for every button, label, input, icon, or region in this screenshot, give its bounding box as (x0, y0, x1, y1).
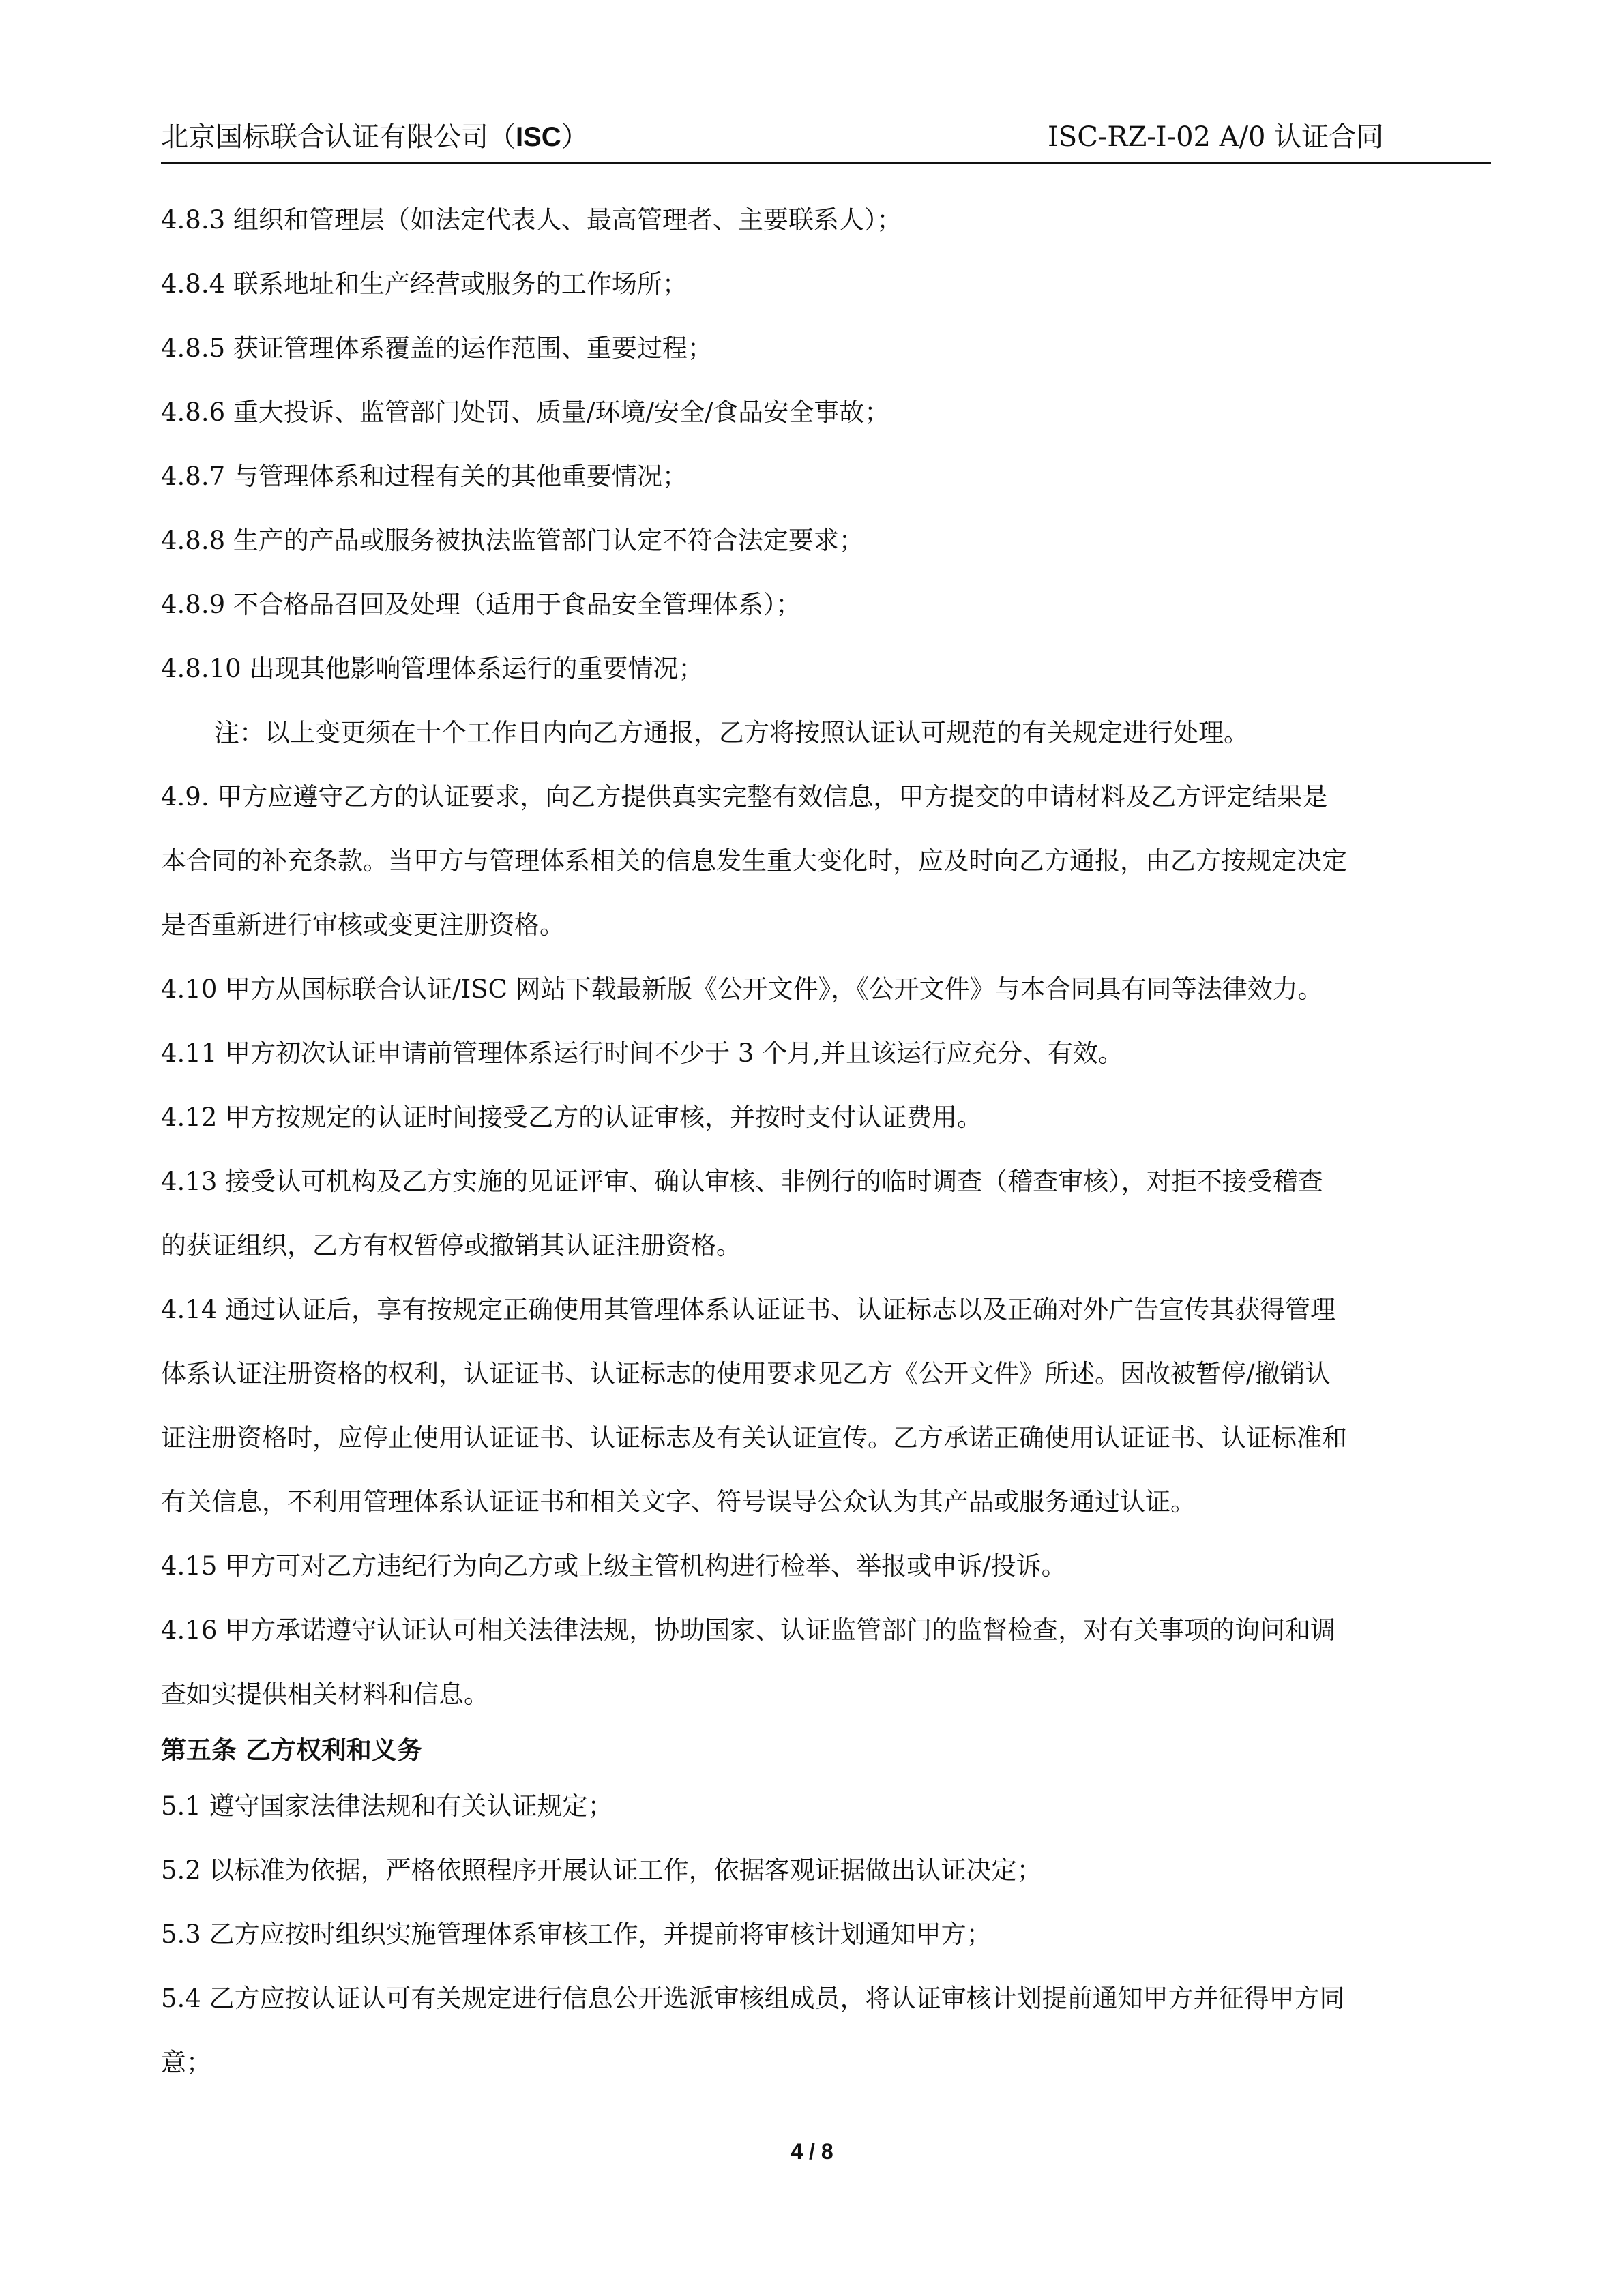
clause-4-15: 4.15 甲方可对乙方违纪行为向乙方或上级主管机构进行检举、举报或申诉/投诉。 (161, 1551, 1067, 1581)
clause-4-8-7: 4.8.7 与管理体系和过程有关的其他重要情况； (161, 462, 688, 491)
clause-4-8-3: 4.8.3 组织和管理层（如法定代表人、最高管理者、主要联系人）； (161, 205, 902, 235)
clause-4-16-line-1: 4.16 甲方承诺遵守认证认可相关法律法规，协助国家、认证监管部门的监督检查，对有关事项的询问和调 (161, 1615, 1336, 1645)
clause-4-8-5: 4.8.5 获证管理体系覆盖的运作范围、重要过程； (161, 333, 713, 363)
clause-4-14-line-3: 证注册资格时，应停止使用认证证书、认证标志及有关认证宣传。乙方承诺正确使用认证证书、认证标准和 (161, 1423, 1347, 1452)
change-notice-note: 注：以上变更须在十个工作日内向乙方通报，乙方将按照认证认可规范的有关规定进行处理。 (214, 718, 1249, 747)
clause-5-3: 5.3 乙方应按时组织实施管理体系审核工作，并提前将审核计划通知甲方； (161, 1920, 992, 1949)
company-brand: ISC (516, 122, 561, 152)
clause-4-9-line-2: 本合同的补充条款。当甲方与管理体系相关的信息发生重大变化时，应及时向乙方通报，由乙方按规定决定 (161, 846, 1347, 876)
clause-4-8-6: 4.8.6 重大投诉、监管部门处罚、质量/环境/安全/食品安全事故； (161, 398, 890, 427)
clause-5-1: 5.1 遵守国家法律法规和有关认证规定； (161, 1791, 613, 1821)
company-name-prefix: 北京国标联合认证有限公司（ (161, 121, 516, 153)
clause-4-11: 4.11 甲方初次认证申请前管理体系运行时间不少于 3 个月,并且该运行应充分、有效。 (161, 1039, 1123, 1068)
clause-4-14-line-4: 有关信息，不利用管理体系认证证书和相关文字、符号误导公众认为其产品或服务通过认证。 (161, 1487, 1196, 1517)
clause-4-8-8: 4.8.8 生产的产品或服务被执法监管部门认定不符合法定要求； (161, 526, 864, 555)
clause-4-14-line-2: 体系认证注册资格的权利，认证证书、认证标志的使用要求见乙方《公开文件》所述。因故被暂停/撤销认 (161, 1359, 1331, 1388)
company-name-suffix: ） (561, 121, 589, 153)
clause-5-4-line-2: 意； (161, 2048, 211, 2077)
clause-4-8-10: 4.8.10 出现其他影响管理体系运行的重要情况； (161, 654, 704, 683)
clause-5-2: 5.2 以标准为依据，严格依照程序开展认证工作，依据客观证据做出认证决定； (161, 1855, 1042, 1885)
document-code: ISC-RZ-I-02 A/0 认证合同 (1048, 121, 1384, 153)
clause-4-8-9: 4.8.9 不合格品召回及处理（适用于食品安全管理体系）； (161, 590, 801, 619)
section-5-heading: 第五条 乙方权利和义务 (161, 1735, 422, 1765)
clause-4-9-line-3: 是否重新进行审核或变更注册资格。 (161, 910, 565, 940)
clause-4-16-line-2: 查如实提供相关材料和信息。 (161, 1680, 489, 1709)
document-body (161, 188, 1491, 2095)
company-name (161, 113, 589, 161)
clause-4-10: 4.10 甲方从国标联合认证/ISC 网站下载最新版《公开文件》，《公开文件》与本合同具有同等法律效力。 (161, 974, 1323, 1004)
clause-4-12: 4.12 甲方按规定的认证时间接受乙方的认证审核，并按时支付认证费用。 (161, 1103, 983, 1132)
clause-4-9-line-1: 4.9. 甲方应遵守乙方的认证要求，向乙方提供真实完整有效信息，甲方提交的申请材料及乙方评定结果是 (161, 782, 1328, 811)
clause-4-14-line-1: 4.14 通过认证后，享有按规定正确使用其管理体系认证证书、认证标志以及正确对外广告宣传其获得管理 (161, 1295, 1336, 1324)
clause-4-13-line-1: 4.13 接受认可机构及乙方实施的见证评审、确认审核、非例行的临时调查（稽查审核），对拒不接受稽查 (161, 1167, 1323, 1196)
clause-4-13-line-2: 的获证组织，乙方有权暂停或撤销其认证注册资格。 (161, 1231, 741, 1260)
clause-5-4-line-1: 5.4 乙方应按认证认可有关规定进行信息公开选派审核组成员，将认证审核计划提前通知甲方并征得甲方同 (161, 1984, 1345, 2013)
header-divider (161, 162, 1491, 164)
page-header (161, 113, 1491, 161)
clause-4-8-4: 4.8.4 联系地址和生产经营或服务的工作场所； (161, 269, 688, 299)
page-number: 4 / 8 (791, 2139, 833, 2164)
